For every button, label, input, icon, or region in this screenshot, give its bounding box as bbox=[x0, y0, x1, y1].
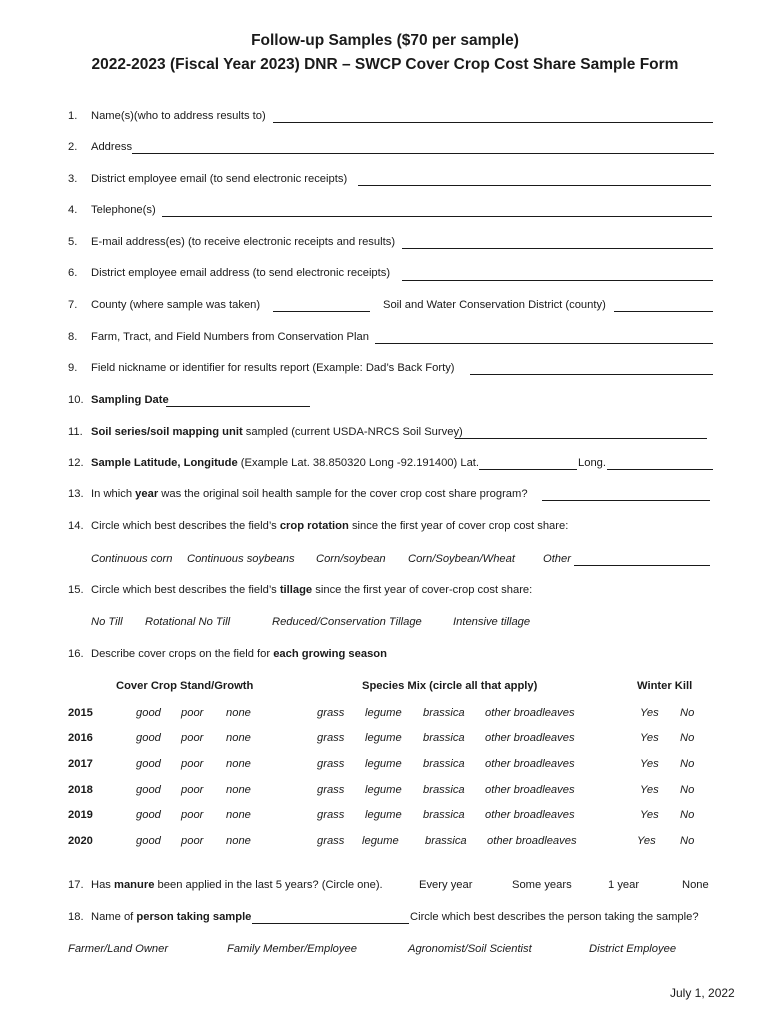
q13-number: 13. bbox=[68, 488, 84, 500]
option-legume[interactable]: legume bbox=[365, 732, 402, 744]
q14-option-other[interactable]: Other bbox=[543, 553, 571, 565]
q7-number: 7. bbox=[68, 299, 78, 311]
q4-label: Telephone(s) bbox=[91, 204, 156, 216]
table-header-winter-kill: Winter Kill bbox=[637, 680, 693, 692]
q6-label: District employee email address (to send electronic receipts) bbox=[91, 267, 391, 279]
option-none[interactable]: none bbox=[226, 784, 251, 796]
form-subtitle: 2022-2023 (Fiscal Year 2023) DNR – SWCP Cover Crop Cost Share Sample Form bbox=[91, 56, 679, 73]
option-no[interactable]: No bbox=[680, 758, 695, 770]
option-legume[interactable]: legume bbox=[365, 707, 402, 719]
q8-number: 8. bbox=[68, 331, 78, 343]
q15-option-intensive-tillage[interactable]: Intensive tillage bbox=[453, 616, 531, 628]
option-none[interactable]: none bbox=[226, 707, 251, 719]
q13-label-rest: was the original soil health sample for the cover crop cost share program? bbox=[161, 488, 528, 500]
q18-option-agronomist[interactable]: Agronomist/Soil Scientist bbox=[408, 943, 532, 955]
option-grass[interactable]: grass bbox=[317, 758, 345, 770]
option-other-broadleaves[interactable]: other broadleaves bbox=[485, 707, 575, 719]
option-no[interactable]: No bbox=[680, 732, 695, 744]
option-grass[interactable]: grass bbox=[317, 809, 345, 821]
q17-option-1-year[interactable]: 1 year bbox=[608, 879, 640, 891]
q17-label-bold: manure bbox=[114, 879, 155, 891]
q13-label-pre: In which bbox=[91, 488, 133, 500]
q11-label bbox=[91, 426, 463, 438]
option-yes[interactable]: Yes bbox=[640, 809, 659, 821]
q17-label-pre: Has bbox=[91, 879, 111, 891]
q11-soil-field[interactable] bbox=[455, 437, 707, 439]
q18-option-district-employee[interactable]: District Employee bbox=[589, 943, 677, 955]
q3-district-email-field[interactable] bbox=[358, 184, 711, 186]
q12-lat-field[interactable] bbox=[479, 468, 577, 470]
option-poor[interactable]: poor bbox=[181, 784, 204, 796]
q17-option-some-years[interactable]: Some years bbox=[512, 879, 572, 891]
q11-label-bold: Soil series/soil mapping unit bbox=[91, 426, 243, 438]
q14-label-pre: Circle which best describes the field’s bbox=[91, 520, 277, 532]
option-grass[interactable]: grass bbox=[317, 707, 345, 719]
q18-circle-prompt: Circle which best describes the person taking the sample? bbox=[410, 911, 699, 923]
option-yes[interactable]: Yes bbox=[640, 732, 659, 744]
q6-district-email-field[interactable] bbox=[402, 279, 713, 281]
footer-date: July 1, 2022 bbox=[670, 986, 735, 1000]
option-grass[interactable]: grass bbox=[317, 732, 345, 744]
q2-label: Address bbox=[91, 141, 133, 153]
option-brassica[interactable]: brassica bbox=[423, 784, 465, 796]
q7-swcd-field[interactable] bbox=[614, 310, 713, 312]
q17-number: 17. bbox=[68, 879, 84, 891]
option-poor[interactable]: poor bbox=[181, 809, 204, 821]
option-legume[interactable]: legume bbox=[365, 758, 402, 770]
q4-telephone-field[interactable] bbox=[162, 215, 712, 217]
option-no[interactable]: No bbox=[680, 707, 695, 719]
q14-label-rest: since the first year of cover crop cost share: bbox=[351, 520, 569, 532]
option-poor[interactable]: poor bbox=[181, 732, 204, 744]
q1-number: 1. bbox=[68, 110, 78, 122]
q15-label-bold: tillage bbox=[279, 584, 313, 596]
q18-label bbox=[91, 911, 251, 923]
q15-label-rest: since the first year of cover-crop cost share: bbox=[315, 584, 533, 596]
q10-label: Sampling Date bbox=[91, 394, 169, 406]
q18-label-bold: person taking sample bbox=[136, 911, 252, 923]
option-none[interactable]: none bbox=[226, 809, 251, 821]
option-no[interactable]: No bbox=[680, 809, 695, 821]
q17-option-none[interactable]: None bbox=[682, 879, 709, 891]
row-year: 2019 bbox=[68, 809, 93, 821]
q12-long-field[interactable] bbox=[607, 468, 713, 470]
option-other-broadleaves[interactable]: other broadleaves bbox=[485, 784, 575, 796]
form-title: Follow-up Samples ($70 per sample) bbox=[251, 32, 519, 49]
q14-option-continuous-soybeans[interactable]: Continuous soybeans bbox=[187, 553, 295, 565]
q18-option-farmer[interactable]: Farmer/Land Owner bbox=[68, 943, 169, 955]
q14-option-continuous-corn[interactable]: Continuous corn bbox=[91, 553, 173, 565]
q12-long-label: Long. bbox=[578, 457, 606, 469]
option-brassica[interactable]: brassica bbox=[423, 732, 465, 744]
q2-address-field[interactable] bbox=[132, 152, 714, 154]
option-yes[interactable]: Yes bbox=[637, 835, 656, 847]
q17-option-every-year[interactable]: Every year bbox=[419, 879, 473, 891]
option-yes[interactable]: Yes bbox=[640, 758, 659, 770]
q15-number: 15. bbox=[68, 584, 84, 596]
table-header-species: Species Mix (circle all that apply) bbox=[362, 680, 538, 692]
q18-number: 18. bbox=[68, 911, 84, 923]
option-brassica[interactable]: brassica bbox=[423, 758, 465, 770]
q12-label-rest: (Example Lat. 38.850320 Long -92.191400) Lat. bbox=[240, 457, 480, 469]
q13-label-bold: year bbox=[135, 488, 159, 500]
q9-nickname-field[interactable] bbox=[470, 373, 713, 375]
option-other-broadleaves[interactable]: other broadleaves bbox=[485, 732, 575, 744]
q3-label: District employee email (to send electronic receipts) bbox=[91, 173, 348, 185]
option-no[interactable]: No bbox=[680, 835, 695, 847]
q14-label-bold: crop rotation bbox=[279, 520, 349, 532]
option-good[interactable]: good bbox=[136, 732, 161, 744]
option-poor[interactable]: poor bbox=[181, 835, 204, 847]
q5-email-field[interactable] bbox=[402, 247, 713, 249]
q1-label: Name(s)(who to address results to) bbox=[91, 110, 266, 122]
q14-option-corn-soybean[interactable]: Corn/soybean bbox=[316, 553, 386, 565]
q15-label-pre: Circle which best describes the field’s bbox=[91, 584, 277, 596]
q16-label bbox=[91, 648, 387, 660]
q9-label: Field nickname or identifier for results report (Example: Dad’s Back Forty) bbox=[91, 362, 455, 374]
option-none[interactable]: none bbox=[226, 758, 251, 770]
option-yes[interactable]: Yes bbox=[640, 707, 659, 719]
q4-number: 4. bbox=[68, 204, 78, 216]
option-good[interactable]: good bbox=[136, 784, 161, 796]
option-good[interactable]: good bbox=[136, 758, 161, 770]
option-no[interactable]: No bbox=[680, 784, 695, 796]
q14-option-corn-soybean-wheat[interactable]: Corn/Soybean/Wheat bbox=[408, 553, 515, 565]
q13-label bbox=[91, 488, 528, 500]
q14-label bbox=[91, 520, 568, 532]
option-legume[interactable]: legume bbox=[365, 784, 402, 796]
q18-label-pre: Name of bbox=[91, 911, 134, 923]
q18-option-family-member[interactable]: Family Member/Employee bbox=[227, 943, 357, 955]
option-legume[interactable]: legume bbox=[365, 809, 402, 821]
option-good[interactable]: good bbox=[136, 707, 161, 719]
option-other-broadleaves[interactable]: other broadleaves bbox=[487, 835, 577, 847]
row-year: 2015 bbox=[68, 707, 93, 719]
q16-label-bold: each growing season bbox=[273, 648, 387, 660]
option-other-broadleaves[interactable]: other broadleaves bbox=[485, 809, 575, 821]
q14-other-field[interactable] bbox=[574, 564, 710, 566]
q3-number: 3. bbox=[68, 173, 78, 185]
q14-number: 14. bbox=[68, 520, 84, 532]
option-yes[interactable]: Yes bbox=[640, 784, 659, 796]
q15-option-rotational-no-till[interactable]: Rotational No Till bbox=[145, 616, 231, 628]
option-legume[interactable]: legume bbox=[362, 835, 399, 847]
q7-label: County (where sample was taken) bbox=[91, 299, 261, 311]
q11-number: 11. bbox=[68, 426, 83, 438]
option-good[interactable]: good bbox=[136, 809, 161, 821]
q10-number: 10. bbox=[68, 394, 84, 406]
option-good[interactable]: good bbox=[136, 835, 161, 847]
option-grass[interactable]: grass bbox=[317, 835, 345, 847]
q16-number: 16. bbox=[68, 648, 84, 660]
q13-year-field[interactable] bbox=[542, 499, 710, 501]
row-year: 2020 bbox=[68, 835, 93, 847]
option-brassica[interactable]: brassica bbox=[423, 707, 465, 719]
option-brassica[interactable]: brassica bbox=[423, 809, 465, 821]
q2-number: 2. bbox=[68, 141, 78, 153]
row-year: 2016 bbox=[68, 732, 93, 744]
q17-label bbox=[91, 879, 383, 891]
q18-name-field[interactable] bbox=[252, 922, 409, 924]
q12-label bbox=[91, 457, 479, 469]
option-poor[interactable]: poor bbox=[181, 758, 204, 770]
q10-date-field[interactable] bbox=[166, 405, 310, 407]
q16-label-pre: Describe cover crops on the field for bbox=[91, 648, 271, 660]
option-brassica[interactable]: brassica bbox=[425, 835, 467, 847]
table-header-stand: Cover Crop Stand/Growth bbox=[116, 680, 254, 692]
q12-label-bold: Sample Latitude, Longitude bbox=[91, 457, 238, 469]
q9-number: 9. bbox=[68, 362, 78, 374]
q7-county-field[interactable] bbox=[273, 310, 370, 312]
q15-option-reduced-tillage[interactable]: Reduced/Conservation Tillage bbox=[272, 616, 422, 628]
option-other-broadleaves[interactable]: other broadleaves bbox=[485, 758, 575, 770]
option-grass[interactable]: grass bbox=[317, 784, 345, 796]
q5-label: E-mail address(es) (to receive electronic receipts and results) bbox=[91, 236, 396, 248]
q8-label: Farm, Tract, and Field Numbers from Conservation Plan bbox=[91, 331, 369, 343]
option-poor[interactable]: poor bbox=[181, 707, 204, 719]
q15-label bbox=[91, 584, 532, 596]
q11-label-rest: sampled (current USDA-NRCS Soil Survey) bbox=[245, 426, 463, 438]
option-none[interactable]: none bbox=[226, 835, 251, 847]
row-year: 2017 bbox=[68, 758, 93, 770]
q12-number: 12. bbox=[68, 457, 84, 469]
q6-number: 6. bbox=[68, 267, 78, 279]
q8-farm-field[interactable] bbox=[375, 342, 713, 344]
option-none[interactable]: none bbox=[226, 732, 251, 744]
q17-label-rest: been applied in the last 5 years? (Circle one). bbox=[157, 879, 383, 891]
q7-label-swcd: Soil and Water Conservation District (county) bbox=[383, 299, 606, 311]
q5-number: 5. bbox=[68, 236, 78, 248]
q15-option-no-till[interactable]: No Till bbox=[91, 616, 123, 628]
row-year: 2018 bbox=[68, 784, 93, 796]
q1-name-field[interactable] bbox=[273, 121, 713, 123]
